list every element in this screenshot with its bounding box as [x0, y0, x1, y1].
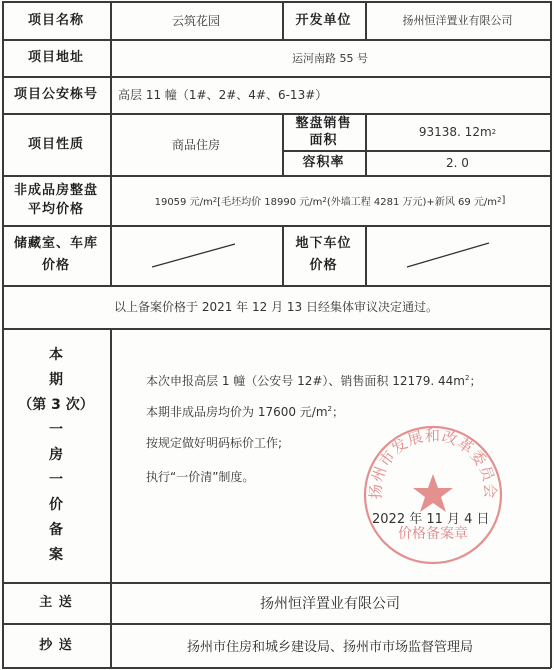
- filing-label-char: 本: [49, 346, 63, 363]
- filing-line-1: [146, 372, 481, 389]
- storage-garage-label-line2: 价格: [41, 258, 70, 273]
- filing-label-char: 一: [49, 471, 63, 488]
- avg-price-part-a: 19059 元/m: [154, 196, 213, 208]
- filing-line-1-text: 本次申报高层 1 幢（公安号 12#）、销售面积 12179. 44m: [146, 374, 465, 388]
- avg-price-part-c: (外墙工程 4281 万元)+新风 69 元/m: [326, 196, 498, 208]
- nature-label: 项目性质: [27, 136, 84, 152]
- filing-label-char: 房: [49, 446, 63, 463]
- plot-ratio-label: 容积率: [302, 155, 345, 170]
- underground-parking-slash: [365, 225, 550, 285]
- filing-label-char: 案: [49, 546, 63, 563]
- avg-price-label-line1: 非成品房整盘: [13, 183, 98, 198]
- filing-label-char: 期: [49, 371, 63, 388]
- rule: [110, 76, 112, 114]
- filing-line-4: 执行“一价清”制度。: [146, 470, 255, 484]
- unit-superscript: 2: [322, 196, 327, 204]
- seal-bottom-text: 价格备案章: [398, 526, 468, 542]
- avg-price-label: [2, 175, 110, 225]
- filing-label-char: 备: [49, 521, 63, 538]
- project-name-value: 云筑花园: [171, 13, 220, 28]
- filing-label-char: （第 3 次）: [18, 396, 94, 413]
- avg-price-part-b: [毛坯均价 18990 元/m: [217, 196, 323, 208]
- filing-line-2-text: 本期非成品房均价为 17600 元/m: [146, 405, 328, 419]
- unit-superscript: 2: [497, 196, 502, 204]
- total-sales-area-number: 93138. 12m: [418, 124, 492, 139]
- copy-to-value: 扬州市住房和城乡建设局、扬州市市场监督管理局: [186, 639, 473, 655]
- avg-price-part-d: ]: [501, 194, 506, 206]
- filing-line-2-end: ；: [332, 405, 345, 419]
- address-label: 项目地址: [27, 50, 84, 65]
- plot-ratio-value: 2. 0: [446, 155, 469, 170]
- total-sales-area-label-line1: 整盘销售: [295, 115, 352, 131]
- storage-garage-slash: [110, 225, 282, 285]
- underground-parking-label: [282, 225, 365, 285]
- seal-star-icon: [413, 474, 453, 512]
- total-sales-area-label-line2: 面积: [309, 132, 338, 148]
- avg-price-value: [110, 175, 550, 225]
- send-to-value: 扬州恒洋置业有限公司: [260, 595, 400, 612]
- address-value: 运河南路 55 号: [292, 51, 368, 65]
- police-building-value: 高层 11 幢（1#、2#、4#、6-13#）: [118, 88, 328, 102]
- underground-parking-label-line1: 地下车位: [295, 236, 352, 251]
- total-sales-area-label: [282, 113, 365, 150]
- developer-value: 扬州恒洋置业有限公司: [402, 14, 513, 27]
- unit-superscript: 2: [212, 196, 218, 204]
- seal-arc-text: 扬州市发展和改革委员会: [366, 426, 500, 500]
- send-to-label: 主 送: [39, 595, 73, 610]
- total-sales-area-value: [365, 113, 550, 150]
- filing-line-1-end: ；: [469, 374, 482, 388]
- copy-to-label: 抄 送: [39, 637, 73, 653]
- unit-superscript: 2: [491, 127, 497, 136]
- nature-value: 商品住房: [171, 137, 220, 152]
- approval-note: 以上备案价格于 2021 年 12 月 13 日经集体审议决定通过。: [114, 300, 438, 314]
- police-building-label: 项目公安栋号: [13, 87, 98, 102]
- rule: [2, 667, 551, 669]
- filing-line-3: 按规定做好明码标价工作;: [146, 436, 283, 450]
- project-name-label: 项目名称: [27, 12, 84, 28]
- storage-garage-label: [2, 225, 110, 285]
- unit-superscript: 2: [464, 374, 470, 382]
- filing-vertical-label: [2, 328, 110, 582]
- rule: [550, 1, 552, 668]
- unit-superscript: 2: [327, 405, 333, 413]
- underground-parking-label-line2: 价格: [309, 258, 338, 273]
- filing-label-char: 价: [49, 496, 63, 513]
- filing-date: 2022 年 11 月 4 日: [372, 512, 490, 527]
- developer-label: 开发单位: [295, 12, 352, 28]
- filing-line-2: [146, 403, 344, 420]
- filing-label-char: 一: [49, 421, 63, 438]
- storage-garage-label-line1: 储藏室、车库: [13, 236, 98, 251]
- official-seal-stamp: [362, 424, 504, 566]
- avg-price-label-line2: 平均价格: [27, 202, 84, 217]
